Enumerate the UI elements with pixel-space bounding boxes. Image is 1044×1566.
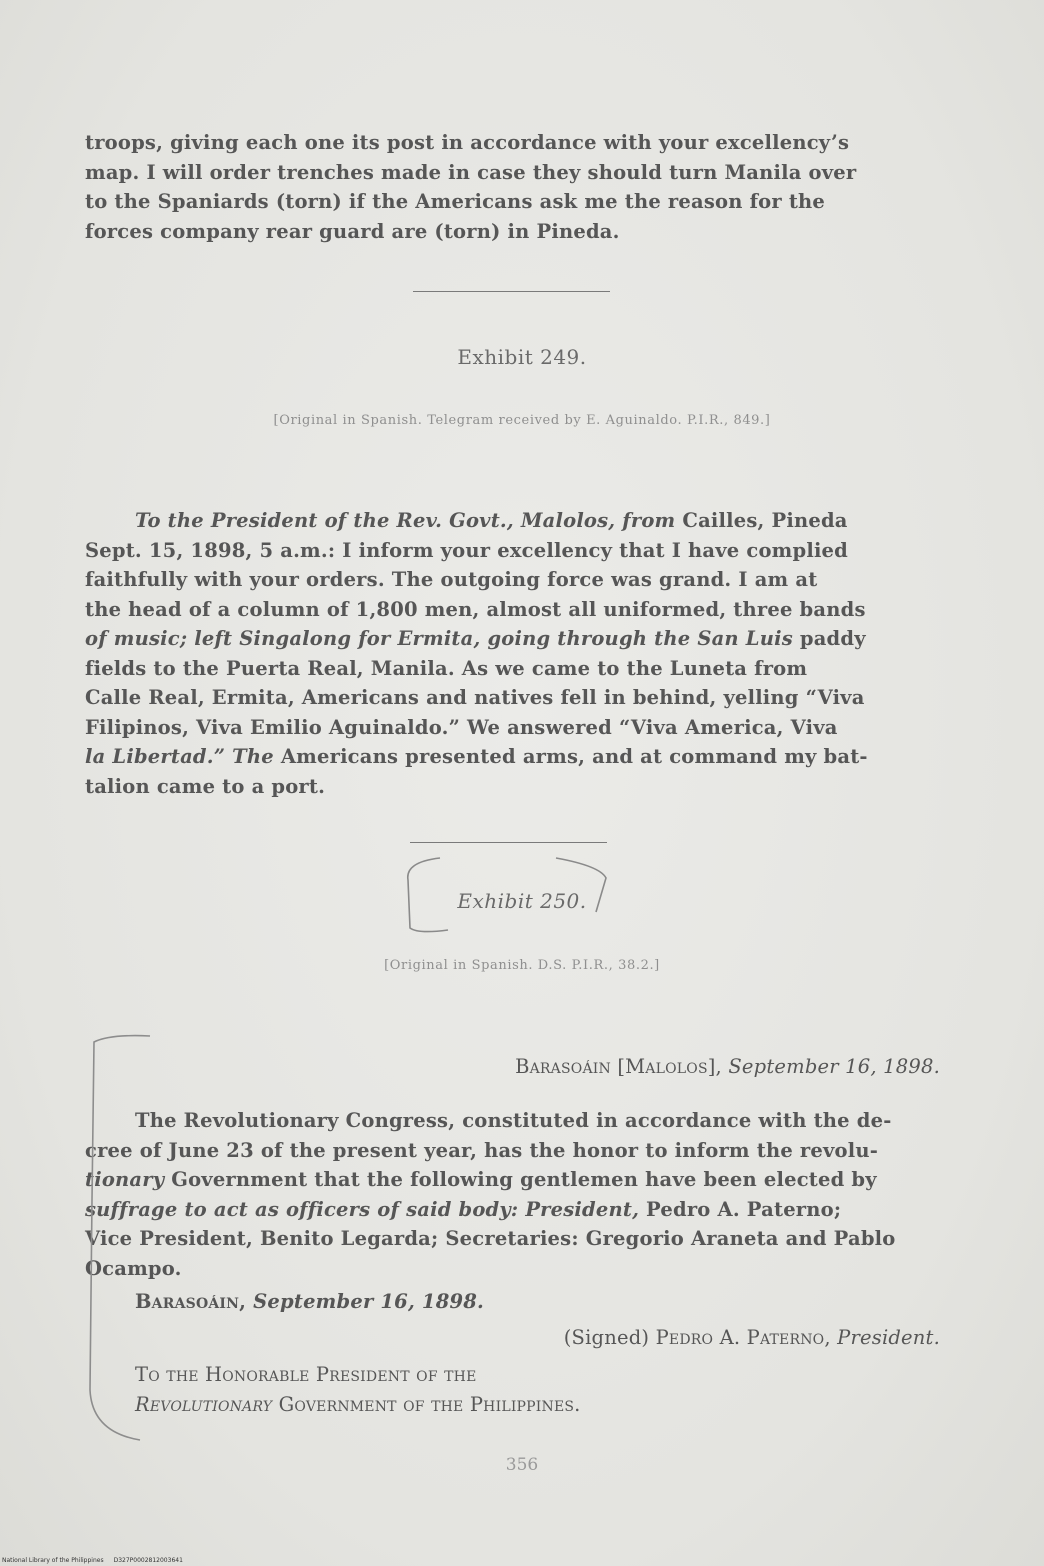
text-line: Ocampo. bbox=[85, 1256, 182, 1280]
closing-dateline bbox=[85, 1287, 940, 1317]
exhibit-250-title: Exhibit 250. bbox=[457, 889, 587, 913]
closing-place: Barasoáin, bbox=[135, 1290, 247, 1313]
text-line: Calle Real, Ermita, Americans and natives fell in behind, yelling “Viva bbox=[85, 686, 865, 709]
section-divider bbox=[413, 291, 610, 292]
dateline-place: Barasoáin [Malolos], bbox=[515, 1055, 722, 1078]
text-line: map. I will order trenches made in case they should turn Manila over bbox=[85, 160, 857, 184]
italic-span: la Libertad.” The bbox=[85, 745, 274, 768]
text-span: Pedro A. Paterno; bbox=[639, 1197, 842, 1221]
exhibit-249-source-note: [Original in Spanish. Telegram received by E. Aguinaldo. P.I.R., 849.] bbox=[273, 413, 771, 428]
text-line bbox=[85, 1165, 940, 1195]
text-line: faithfully with your orders. The outgoing force was grand. I am at bbox=[85, 568, 818, 591]
italic-span: suffrage to act as officers of said body: President, bbox=[85, 1197, 640, 1221]
text-line: talion came to a port. bbox=[85, 774, 326, 798]
text-span: Americans presented arms, and at command my bat- bbox=[273, 745, 868, 768]
exhibit-249-title: Exhibit 249. bbox=[457, 345, 587, 369]
top-paragraph bbox=[85, 128, 940, 246]
scan-code: D327P0002812003641 bbox=[113, 1557, 183, 1564]
text-line: troops, giving each one its post in accordance with your excellency’s bbox=[85, 131, 850, 154]
section-divider bbox=[410, 842, 607, 843]
text-line: The Revolutionary Congress, constituted in accordance with the de- bbox=[135, 1109, 892, 1132]
text-line bbox=[85, 624, 940, 654]
exhibit-250-dateline bbox=[85, 1052, 940, 1082]
text-line bbox=[85, 506, 940, 536]
dateline-date: September 16, 1898. bbox=[721, 1055, 940, 1078]
text-line: Sept. 15, 1898, 5 a.m.: I inform your excellency that I have complied bbox=[85, 538, 848, 562]
addressee-line-1: To the Honorable President of the bbox=[135, 1363, 477, 1386]
text-span: Government of the Philippines. bbox=[272, 1392, 581, 1416]
addressee-line-2 bbox=[135, 1390, 940, 1420]
exhibit-250-body bbox=[85, 1106, 940, 1283]
signer-name: Pedro A. Paterno, bbox=[655, 1326, 831, 1349]
closing-date: September 16, 1898. bbox=[246, 1290, 484, 1313]
text-line: forces company rear guard are (torn) in Pineda. bbox=[85, 219, 620, 243]
text-line: cree of June 23 of the present year, has the honor to inform the revolu- bbox=[85, 1138, 879, 1162]
text-span: Government that the following gentlemen have been elected by bbox=[164, 1168, 877, 1191]
text-line bbox=[85, 742, 940, 772]
text-line bbox=[85, 1195, 940, 1225]
scan-footer bbox=[2, 1557, 193, 1564]
library-credit: National Library of the Philippines bbox=[2, 1557, 104, 1564]
text-line: Vice President, Benito Legarda; Secretaries: Gregorio Araneta and Pablo bbox=[85, 1227, 896, 1250]
italic-span: Revolutionary bbox=[135, 1392, 273, 1416]
addressee-block bbox=[85, 1360, 940, 1419]
text-line: to the Spaniards (torn) if the Americans ask me the reason for the bbox=[85, 190, 826, 213]
text-span: paddy bbox=[792, 627, 866, 650]
page-number: 356 bbox=[505, 1455, 539, 1475]
exhibit-249-body bbox=[85, 506, 940, 801]
exhibit-250-source-note: [Original in Spanish. D.S. P.I.R., 38.2.] bbox=[384, 958, 660, 973]
text-line: the head of a column of 1,800 men, almost all uniformed, three bands bbox=[85, 597, 866, 621]
italic-span: of music; left Singalong for Ermita, going through the San Luis bbox=[85, 627, 793, 650]
signed-label: (Signed) bbox=[563, 1326, 650, 1349]
text-line: fields to the Puerta Real, Manila. As we came to the Luneta from bbox=[85, 656, 808, 680]
telegram-header-rest: Cailles, Pineda bbox=[675, 509, 848, 532]
signature-line bbox=[85, 1323, 940, 1353]
text-line: Filipinos, Viva Emilio Aguinaldo.” We answered “Viva America, Viva bbox=[85, 715, 838, 739]
telegram-header: To the President of the Rev. Govt., Malolos, from bbox=[135, 509, 676, 532]
italic-span: tionary bbox=[85, 1168, 165, 1191]
signer-title: President. bbox=[830, 1326, 940, 1349]
